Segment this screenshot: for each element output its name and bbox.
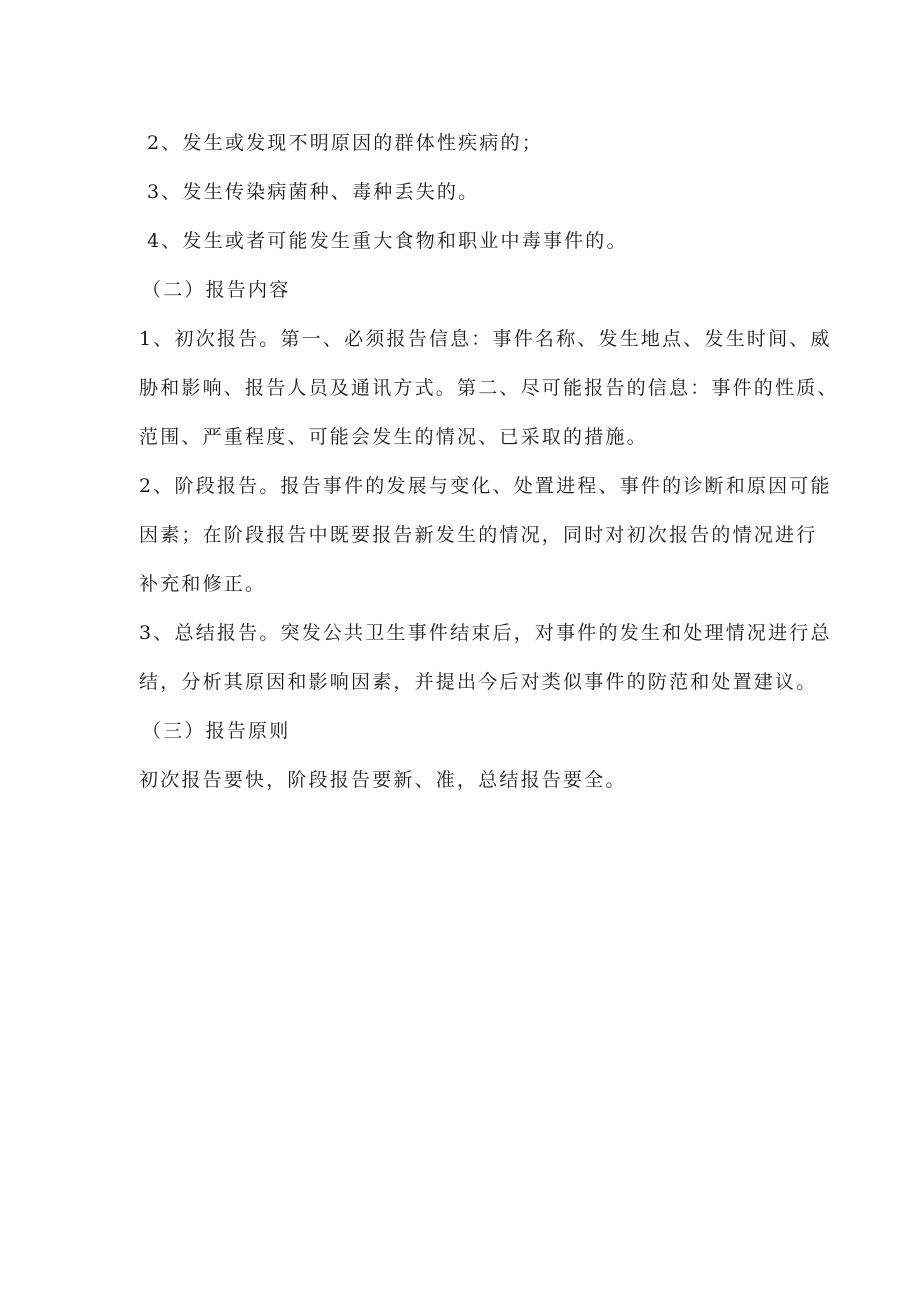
paragraph-stage-report-line-1: 2、阶段报告。报告事件的发展与变化、处置进程、事件的诊断和原因可能 bbox=[139, 475, 832, 497]
paragraph-initial-report-line-2: 胁和影响、报告人员及通讯方式。第二、尽可能报告的信息：事件的性质、 bbox=[139, 377, 839, 399]
paragraph-stage-report-line-2: 因素；在阶段报告中既要报告新发生的情况，同时对初次报告的情况进行 bbox=[139, 524, 818, 546]
section-heading-report-principles: （三）报告原则 bbox=[142, 720, 291, 742]
paragraph-summary-report-line-1: 3、总结报告。突发公共卫生事件结束后，对事件的发生和处理情况进行总 bbox=[139, 622, 832, 644]
paragraph-initial-report-line-1: 1、初次报告。第一、必须报告信息：事件名称、发生地点、发生时间、威 bbox=[139, 328, 832, 350]
list-item-2: 2、发生或发现不明原因的群体性疾病的； bbox=[147, 132, 543, 154]
section-heading-report-content: （二）报告内容 bbox=[142, 279, 291, 301]
list-item-3: 3、发生传染病菌种、毒种丢失的。 bbox=[147, 181, 480, 203]
paragraph-initial-report-line-3: 范围、严重程度、可能会发生的情况、已采取的措施。 bbox=[139, 426, 648, 448]
paragraph-principles: 初次报告要快，阶段报告要新、准，总结报告要全。 bbox=[139, 769, 627, 791]
list-item-4: 4、发生或者可能发生重大食物和职业中毒事件的。 bbox=[147, 230, 628, 252]
paragraph-stage-report-line-3: 补充和修正。 bbox=[139, 573, 267, 595]
paragraph-summary-report-line-2: 结，分析其原因和影响因素，并提出今后对类似事件的防范和处置建议。 bbox=[139, 671, 818, 693]
